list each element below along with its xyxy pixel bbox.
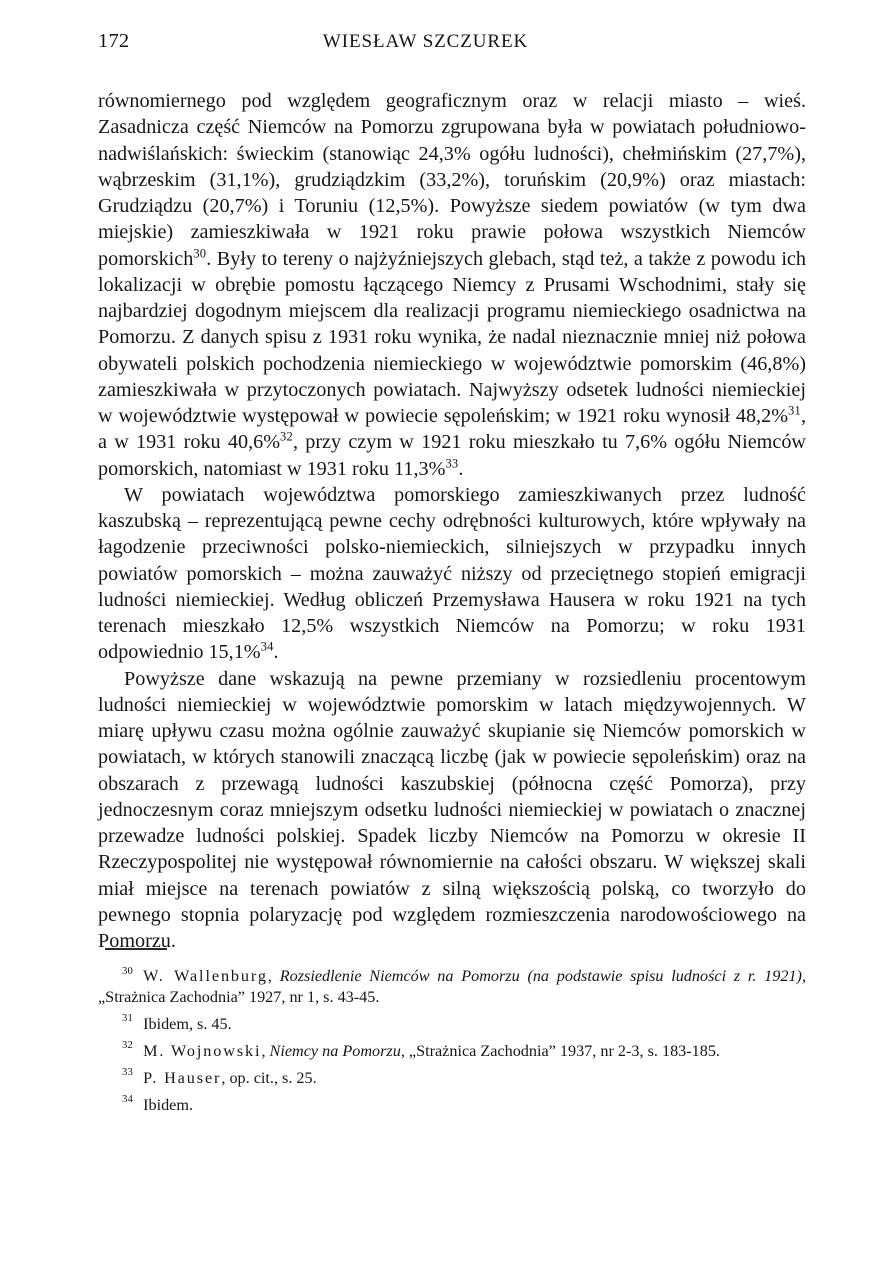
footnote-item bbox=[98, 1068, 806, 1089]
footnote-text: Ibidem. bbox=[143, 1095, 193, 1114]
paragraph-1-segment-4: , przy czym w 1921 roku mieszkało tu 7,6% ogółu Niemców pomorskich, natomiast w 1931 roku 11,3% bbox=[98, 431, 807, 480]
footnote-number: 31 bbox=[122, 1012, 134, 1025]
footnote-title: Niemcy na Pomorzu bbox=[269, 1041, 401, 1060]
footnote-text: Ibidem, s. 45. bbox=[143, 1014, 232, 1033]
paragraph-1-segment-3: , a w 1931 roku 40,6% bbox=[98, 405, 806, 454]
paragraph-3: Powyższe dane wskazują na pewne przemiany w rozsiedleniu procentowym ludności niemieckiej w województwie pomorskim w latach międzywojennych. W miarę upływu czasu można ogólnie zauważyć skupianie się Niemców pomorskich w powiatach, w których stanowili znaczącą liczbę (jak w powiecie sępoleńskim) oraz na obszarach z przewagą ludności kaszubskiej (północna część Pomorza), przy jednoczesnym coraz mniejszym odsetku ludności niemieckiej w powiatach o znacznej przewadze ludności polskiej. Spadek liczby Niemców na Pomorzu w okresie II Rzeczypospolitej nie występował równomiernie na całości obszaru. W większej skali miał miejsce na terenach powiatów z silną większością polską, co tworzyło do pewnego stopnia polaryzację pod względem rozmieszczenia narodowościowego na Pomorzu. bbox=[98, 667, 806, 952]
footnote-ref-33[interactable]: 33 bbox=[445, 455, 459, 470]
footnotes-block bbox=[98, 948, 806, 1122]
paragraph-2 bbox=[98, 482, 806, 666]
footnote-ref-30[interactable]: 30 bbox=[193, 245, 207, 260]
paragraph-2-segment-2: . bbox=[273, 641, 279, 664]
footnote-rest: , „Strażnica Zachodnia” 1937, nr 2-3, s. 183-185. bbox=[400, 1041, 720, 1060]
footnote-number: 30 bbox=[122, 964, 134, 977]
footnote-rest: , „Strażnica Zachodnia” 1927, nr 1, s. 43-45. bbox=[98, 967, 806, 1006]
running-head bbox=[98, 30, 805, 56]
page-number: 172 bbox=[98, 30, 130, 52]
footnote-author: P. Hauser bbox=[143, 1068, 222, 1087]
footnote-author: M. Wojnowski bbox=[143, 1041, 262, 1060]
footnote-ref-31[interactable]: 31 bbox=[788, 403, 801, 418]
footnote-item bbox=[98, 1095, 806, 1116]
footnote-ref-32[interactable]: 32 bbox=[280, 429, 293, 444]
footnote-item bbox=[98, 1014, 806, 1035]
running-head-title: WIESŁAW SZCZUREK bbox=[322, 31, 529, 52]
footnote-comma: , bbox=[267, 967, 280, 985]
footnote-item bbox=[98, 1041, 806, 1062]
footnote-number: 33 bbox=[122, 1066, 134, 1079]
paragraph-1-segment-1: równomiernego pod względem geograficznym oraz w relacji miasto – wieś. Zasadnicza część Niemców na Pomorzu zgrupowana była w powiatach południowo-nadwiślańskich: świeckim (stanowiąc 24,3% ogółu ludności), chełmińskim (27,7%), wąbrzeskim (31,1%), grudziądzkim (33,2%), toruńskim (20,9%) oraz miastach: Grudziądzu (20,7%) i Toruniu (12,5%). Powyższe siedem powiatów (w tym dwa miejskie) zamieszkiwała w 1921 roku prawie połowa wszystkich Niemców pomorskich bbox=[98, 90, 806, 270]
footnote-comma: , bbox=[261, 1041, 270, 1060]
footnote-ref-34[interactable]: 34 bbox=[260, 639, 274, 654]
footnote-title: Rozsiedlenie Niemców na Pomorzu (na podstawie spisu ludności z r. 1921) bbox=[279, 967, 802, 985]
footnote-author: W. Wallenburg bbox=[143, 967, 268, 985]
footnote-rest: , op. cit., s. 25. bbox=[221, 1068, 317, 1087]
paragraph-2-segment-1: W powiatach województwa pomorskiego zamieszkiwanych przez ludność kaszubską – reprezentującą pewne cechy odrębności kulturowych, które wpływały na łagodzenie przeciwności polsko-niemieckich, silniejszych w przypadku innych powiatów pomorskich – można zauważyć niższy od przeciętnego stopień emigracji ludności niemieckiej. Według obliczeń Przemysława Hausera w roku 1921 na tych terenach mieszkało 12,5% wszystkich Niemców na Pomorzu; w roku 1931 odpowiednio 15,1% bbox=[98, 483, 806, 664]
paragraph-1-segment-2: . Były to tereny o najżyźniejszych glebach, stąd też, a także z powodu ich lokalizacji w obrębie pomostu łączącego Niemcy z Prusami Wschodnimi, stały się najbardziej dogodnym miejscem dla realizacji programu niemieckiego osadnictwa na Pomorzu. Z danych spisu z 1931 roku wynika, że nadal nieznacznie mniej niż połowa obywateli polskich pochodzenia niemieckiego w województwie pomorskim (46,8%) zamieszkiwała w przytoczonych powiatach. Najwyższy odsetek ludności niemieckiej w województwie występował w powiecie sępoleńskim; w 1921 roku wynosił 48,2% bbox=[98, 247, 806, 427]
footnote-separator-rule bbox=[105, 948, 167, 950]
paragraph-1 bbox=[98, 88, 806, 482]
footnote-number: 32 bbox=[122, 1039, 134, 1052]
body-text-column bbox=[98, 88, 806, 954]
footnote-item bbox=[98, 966, 806, 1007]
paragraph-1-segment-5: . bbox=[458, 457, 464, 480]
footnote-number: 34 bbox=[122, 1093, 134, 1106]
